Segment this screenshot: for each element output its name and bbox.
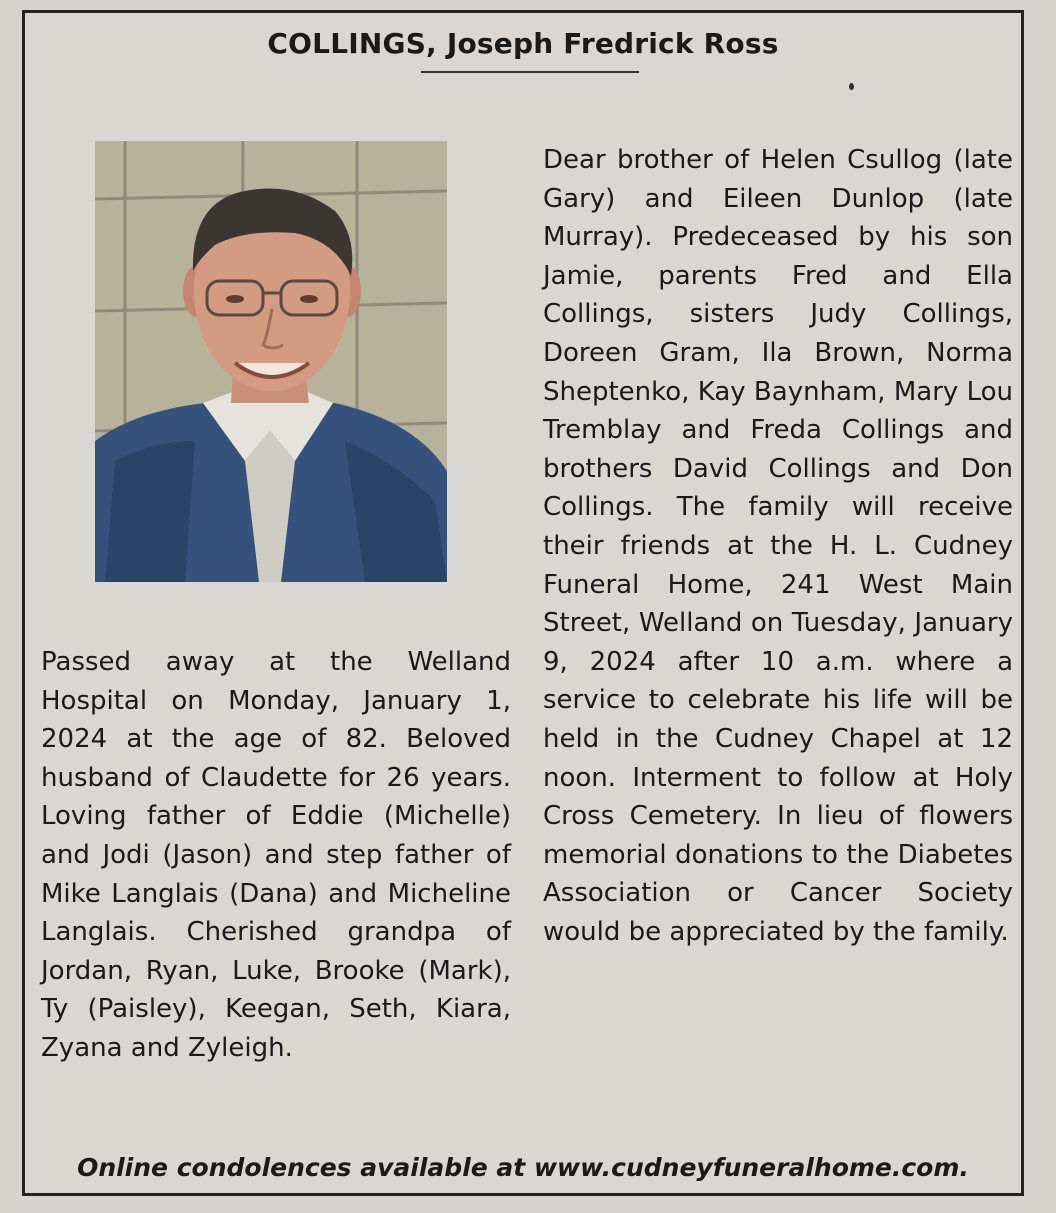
title-divider — [421, 71, 639, 73]
print-speck — [849, 83, 854, 90]
portrait-photo — [95, 141, 447, 582]
portrait-photo-icon — [95, 141, 447, 582]
obituary-title: COLLINGS, Joseph Fredrick Ross — [267, 27, 779, 60]
condolences-footer: Online condolences available at www.cudneyfuneralhome.com. — [77, 1153, 969, 1182]
obituary-clipping — [22, 10, 1024, 1196]
obituary-column-left: Passed away at the Welland Hospital on Monday, January 1, 2024 at the age of 82. Beloved husband of Claudette for 26 years. Loving father of Eddie (Michelle) and Jodi (Jason) and step father of Mike Langlais (Dana) and Micheline Langlais. Cherished grandpa of Jordan, Ryan, Luke, Brooke (Mark), Ty (Paisley), Keegan, Seth, Kiara, Zyana and Zyleigh. — [41, 647, 511, 1063]
obituary-column-right: Dear brother of Helen Csullog (late Gary) and Eileen Dunlop (late Murray). Predeceased by his son Jamie, parents Fred and Ella Collings, sisters Judy Collings, Doreen Gram, Ila Brown, Norma Sheptenko, Kay Baynham, Mary Lou Tremblay and Freda Collings and brothers David Collings and Don Collings. The family will receive their friends at the H. L. Cudney Funeral Home, 241 West Main Street, Welland on Tuesday, January 9, 2024 after 10 a.m. where a service to celebrate his life will be held in the Cudney Chapel at 12 noon. Interment to follow at Holy Cross Cemetery. In lieu of flowers memorial donations to the Diabetes Association or Cancer Society would be appreciated by the family. — [543, 145, 1013, 947]
